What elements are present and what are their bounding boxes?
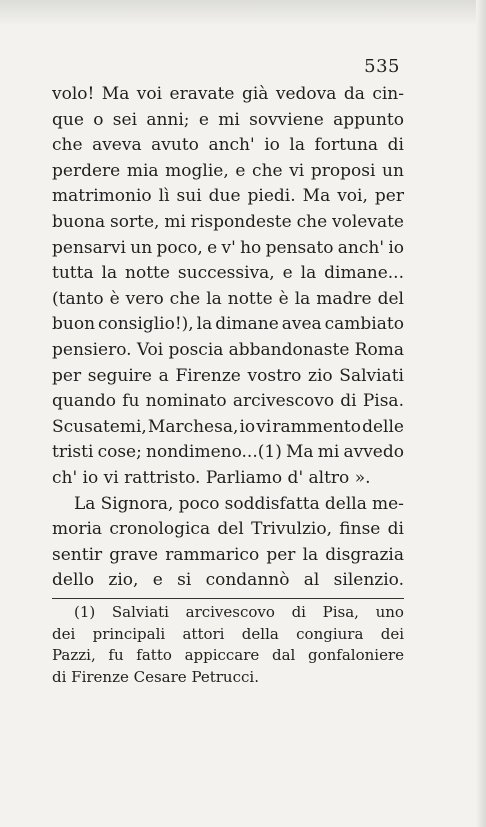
footnote-rule	[52, 598, 404, 599]
text-line: tristi cose; nondimeno...(1) Ma mi avvedo	[52, 442, 404, 463]
text-line: Scusatemi, Marchesa, io vi rammento delle	[52, 416, 404, 437]
text-line: ch' io vi rattristo. Parliamo d' altro ».	[52, 467, 371, 488]
page-number: 535	[364, 56, 400, 77]
text-line: che aveva avuto anch' io la fortuna di	[52, 135, 404, 156]
text-line: pensiero. Voi poscia abbandonaste Roma	[52, 339, 404, 360]
page-top-shadow	[0, 0, 486, 26]
footnote-line: (1) Salviati arcivescovo di Pisa, uno	[74, 603, 404, 621]
text-line: tutta la notte successiva, e la dimane...	[52, 263, 404, 284]
page-right-shadow	[476, 0, 486, 827]
main-text	[52, 82, 404, 594]
text-line: per seguire a Firenze vostro zio Salviati	[52, 365, 404, 386]
footnote-line: dei principali attori della congiura dei	[52, 624, 404, 643]
text-line: que o sei anni; e mi sovviene appunto	[52, 109, 404, 130]
text-line: dello zio, e si condannò al silenzio.	[52, 570, 404, 591]
footnote	[52, 602, 404, 688]
text-line: buon consiglio!), la dimane avea cambiato	[52, 314, 404, 335]
footnote-line: Pazzi, fu fatto appiccare dal gonfaloniere	[52, 646, 404, 664]
footnote-line: di Firenze Cesare Petrucci.	[52, 667, 259, 686]
text-line: sentir grave rammarico per la disgrazia	[52, 544, 404, 565]
text-line: pensarvi un poco, e v' ho pensato anch' io	[52, 237, 404, 258]
text-line: La Signora, poco soddisfatta della me-	[74, 493, 404, 514]
text-line: perdere mia moglie, e che vi proposi un	[52, 160, 404, 181]
text-line: moria cronologica del Trivulzio, finse di	[52, 519, 404, 540]
text-line: buona sorte, mi rispondeste che volevate	[52, 211, 404, 232]
text-line: (tanto è vero che la notte è la madre del	[52, 288, 404, 309]
text-line: volo! Ma voi eravate già vedova da cin-	[52, 84, 404, 104]
text-line: matrimonio lì sui due piedi. Ma voi, per	[52, 186, 404, 207]
text-line: quando fu nominato arcivescovo di Pisa.	[52, 391, 404, 412]
